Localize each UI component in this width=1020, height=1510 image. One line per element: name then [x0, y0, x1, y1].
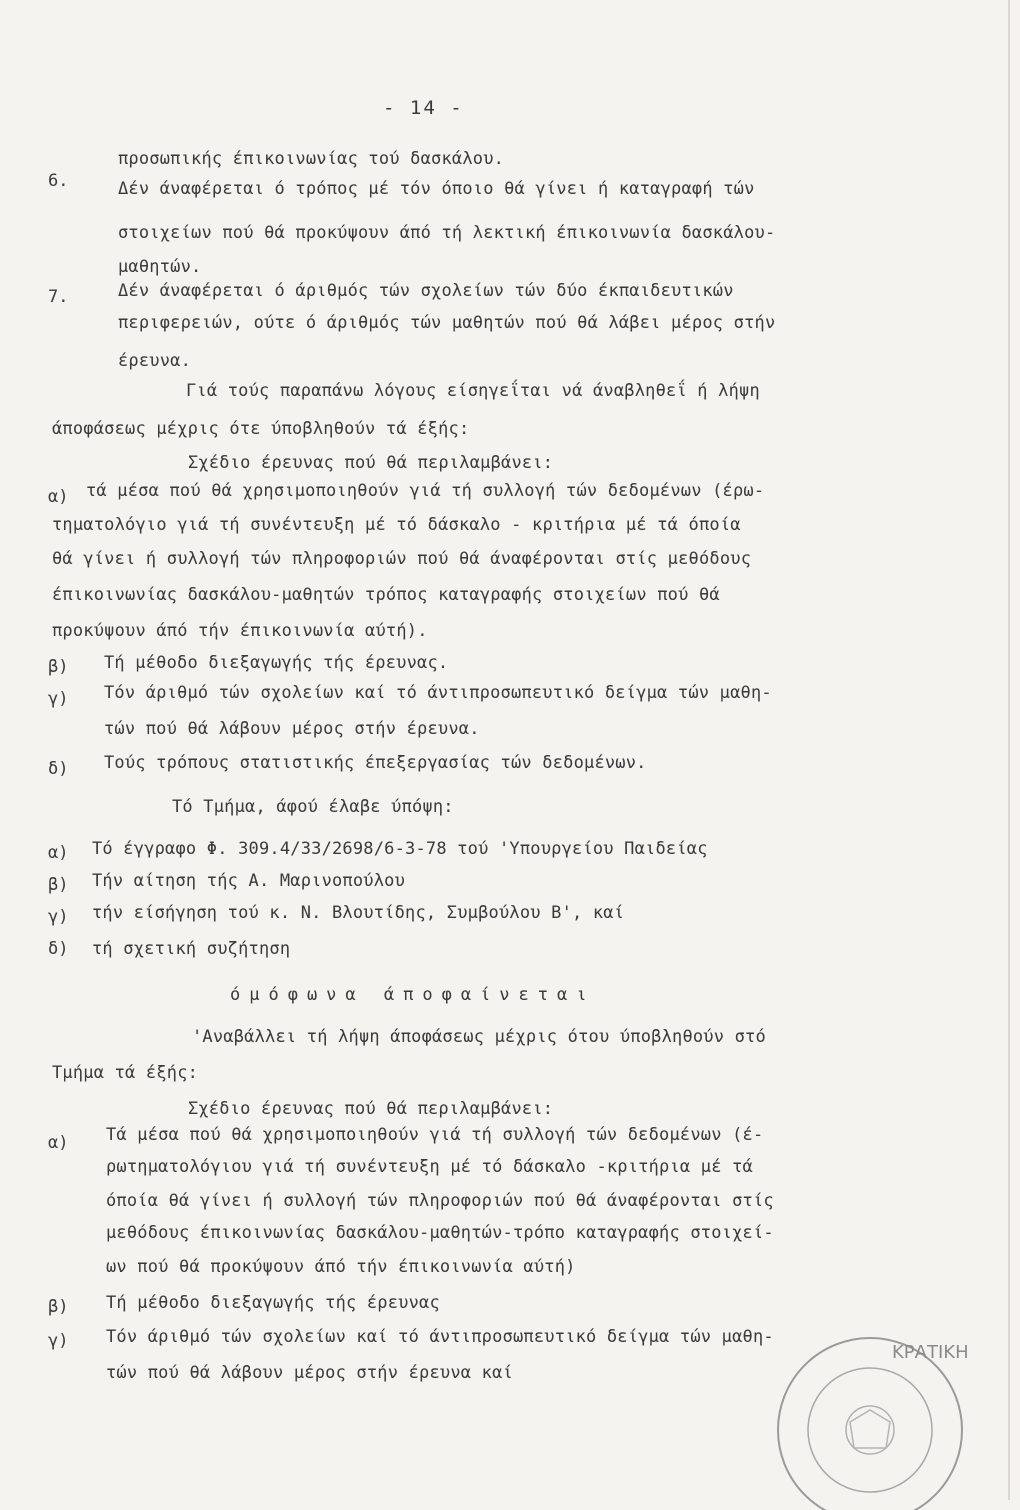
text-line-28: Σχέδιο έρευνας πού θά περιλαμβάνει:	[188, 1099, 554, 1119]
item-marker-a1: α)	[48, 487, 69, 507]
text-line-6: περιφερειών, ούτε ό άριθμός τών μαθητών πού θά λάβει μέρος στήν	[118, 313, 776, 333]
text-line-19: Τούς τρόπους στατιστικής έπεξεργασίας τών δεδομένων.	[104, 753, 647, 773]
text-line-32: μεθόδους έπικοινωνίας δασκάλου-μαθητών-τρόπο καταγραφής στοιχεί-	[106, 1223, 774, 1243]
item-marker-d1: δ)	[48, 759, 69, 779]
text-line-8: Γιά τούς παραπάνω λόγους είσηγεΐται νά άναβληθεΐ ή λήψη	[186, 381, 760, 401]
official-seal-stamp	[760, 1330, 990, 1510]
text-line-16: Τή μέθοδο διεξαγωγής τής έρευνας.	[104, 653, 449, 673]
text-line-1: προσωπικής έπικοινωνίας τού δασκάλου.	[118, 149, 505, 169]
item-marker-b1: β)	[48, 657, 69, 677]
text-line-17: Τόν άριθμό τών σχολείων καί τό άντιπροσωπευτικό δείγμα τών μαθη-	[104, 683, 772, 703]
item-marker-6: 6.	[48, 171, 69, 191]
text-line-26: 'Αναβάλλει τή λήψη άποφάσεως μέχρις ότου ύποβληθούν στό	[192, 1027, 766, 1047]
text-line-12: τηματολόγιο γιά τή συνέντευξη μέ τό δάσκαλο - κριτήρια μέ τά όποία	[52, 515, 741, 535]
text-line-33: ων πού θά προκύψουν άπό τήν έπικοινωνία αύτή)	[106, 1257, 576, 1277]
page-number: - 14 -	[383, 97, 464, 119]
text-line-30: ρωτηματολόγιου γιά τή συνέντευξη μέ τό δάσκαλο -κριτήρια μέ τά	[106, 1157, 753, 1177]
text-line-3: στοιχείων πού θά προκύψουν άπό τή λεκτική έπικοινωνία δασκάλου-	[118, 223, 776, 243]
text-line-23: τήν είσήγηση τού κ. Ν. Βλουτίδης, Συμβούλου Β', καί	[92, 903, 625, 923]
item-marker-b2: β)	[48, 875, 69, 895]
text-line-10: Σχέδιο έρευνας πού θά περιλαμβάνει:	[188, 453, 554, 473]
page-edge	[1008, 0, 1010, 1500]
text-line-5: Δέν άναφέρεται ό άριθμός τών σχολείων τών δύο έκπαιδευτικών	[118, 281, 734, 301]
text-line-18: τών πού θά λάβουν μέρος στήν έρευνα.	[104, 719, 480, 739]
text-line-14: έπικοινωνίας δασκάλου-μαθητών τρόπος καταγραφής στοιχείων πού θά	[52, 585, 720, 605]
text-line-31: όποία θά γίνει ή συλλογή τών πληροφοριών πού θά άναφέρονται στίς	[106, 1191, 774, 1211]
text-line-22: Τήν αίτηση τής Α. Μαρινοπούλου	[92, 871, 406, 891]
text-line-7: έρευνα.	[118, 351, 192, 371]
item-marker-b3: β)	[48, 1297, 69, 1317]
item-marker-g3: γ)	[48, 1331, 69, 1351]
item-marker-a2: α)	[48, 843, 69, 863]
text-line-20: Τό Τμήμα, άφού έλαβε ύπόψη:	[172, 797, 454, 817]
text-line-4: μαθητών.	[118, 257, 202, 277]
item-marker-a3: α)	[48, 1133, 69, 1153]
item-marker-g2: γ)	[48, 907, 69, 927]
text-line-13: θά γίνει ή συλλογή τών πληροφοριών πού θά άναφέρονται στίς μεθόδους	[52, 549, 752, 569]
decision-heading: όμόφωνα άποφαίνεται	[230, 985, 596, 1005]
text-line-21: Τό έγγραφο Φ. 309.4/33/2698/6-3-78 τού 'Υπουργείου Παιδείας	[92, 839, 708, 859]
text-line-24: τή σχετική συζήτηση	[92, 939, 291, 959]
item-marker-g1: γ)	[48, 689, 69, 709]
text-line-2: Δέν άναφέρεται ό τρόπος μέ τόν όποιο θά γίνει ή καταγραφή τών	[118, 179, 755, 199]
item-marker-7: 7.	[48, 287, 69, 307]
text-line-35: Τόν άριθμό τών σχολείων καί τό άντιπροσωπευτικό δείγμα τών μαθη-	[106, 1327, 774, 1347]
text-line-34: Τή μέθοδο διεξαγωγής τής έρευνας	[106, 1293, 440, 1313]
text-line-29: Τά μέσα πού θά χρησιμοποιηθούν γιά τή συλλογή τών δεδομένων (έ-	[106, 1125, 764, 1145]
text-line-11: τά μέσα πού θά χρησιμοποιηθούν γιά τή συλλογή τών δεδομένων (έρω-	[86, 481, 765, 501]
text-line-9: άποφάσεως μέχρις ότε ύποβληθούν τά έξής:	[52, 419, 470, 439]
item-marker-d2: δ)	[48, 939, 69, 959]
stamp-text: ΚΡΑΤΙΚΗ	[892, 1342, 969, 1363]
text-line-27: Τμήμα τά έξής:	[52, 1063, 199, 1083]
text-line-15: προκύψουν άπό τήν έπικοινωνία αύτή).	[52, 621, 428, 641]
text-line-36: τών πού θά λάβουν μέρος στήν έρευνα καί	[106, 1363, 513, 1383]
